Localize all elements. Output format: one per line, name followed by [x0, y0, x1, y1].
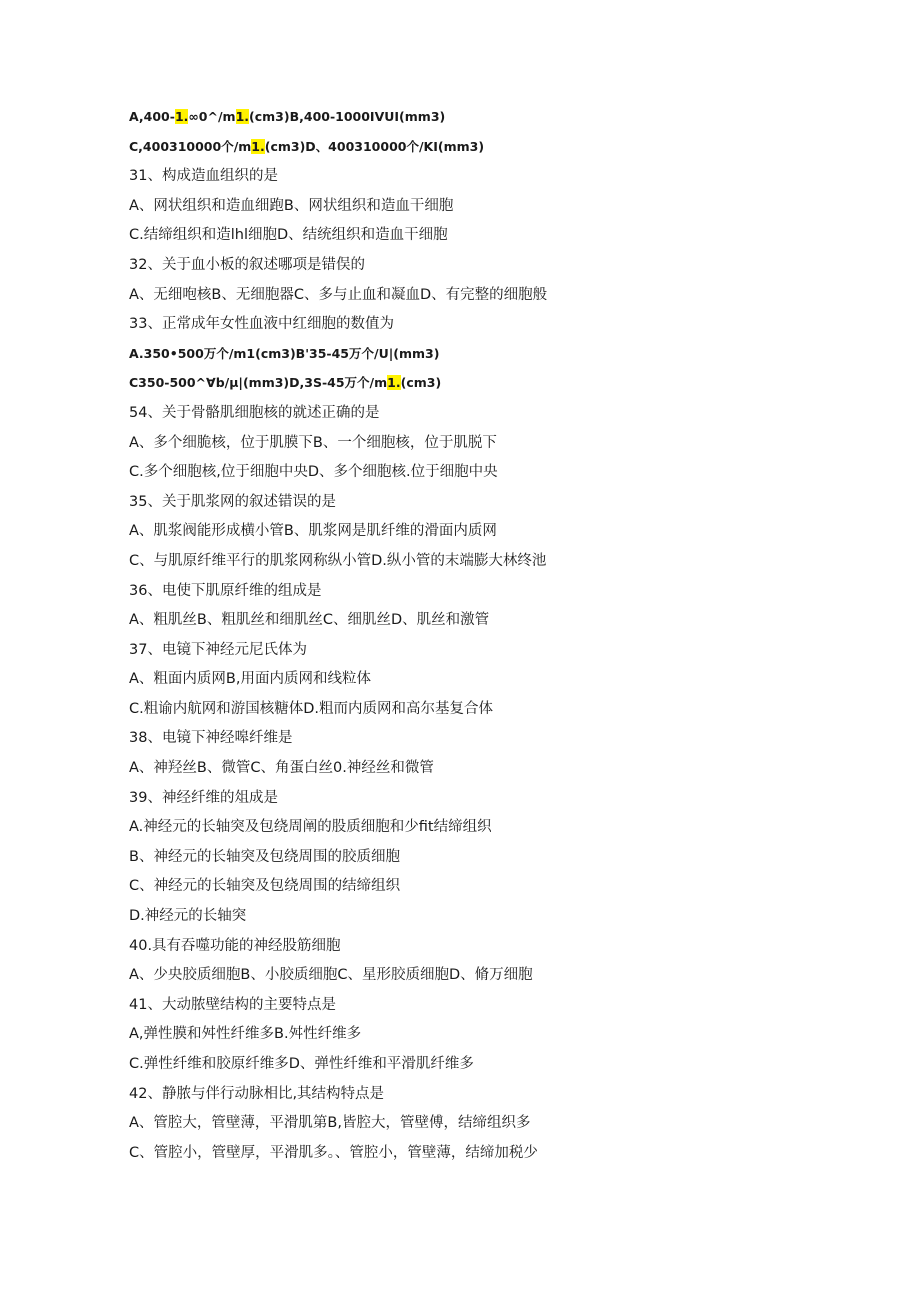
- text-segment: 33、正常成年女性血液中红细胞的数值为: [129, 316, 394, 333]
- text-line: [129, 284, 849, 314]
- text-segment: A.神经元的长轴突及包绕周阐的股质细胞和少fit结缔组织: [129, 819, 492, 836]
- text-line: [129, 106, 849, 136]
- text-segment: C、神经元的长轴突及包绕周围的结缔组织: [129, 878, 401, 895]
- text-segment: A、粗肌丝B、粗肌丝和细肌丝C、细肌丝D、肌丝和激管: [129, 612, 490, 629]
- text-line: [129, 964, 849, 994]
- text-segment: A、管腔大，管壁薄，平滑肌第B,皆腔大，管壁傅，结缔组织多: [129, 1115, 531, 1132]
- text-segment: 32、关于血小板的叙述哪项是错俣的: [129, 256, 365, 273]
- text-line: [129, 1023, 849, 1053]
- text-line: [129, 875, 849, 905]
- text-line: [129, 520, 849, 550]
- text-segment: ∞0^/m: [188, 109, 236, 124]
- question-list: [129, 106, 849, 1171]
- text-segment: 40.具有吞噬功能的神经股筋细胞: [129, 937, 341, 954]
- text-line: [129, 1053, 849, 1083]
- text-segment: 54、关于骨骼肌细胞核的就述正确的是: [129, 404, 380, 421]
- text-segment: 39、神经纤维的俎成是: [129, 789, 278, 806]
- highlighted-text: 1.: [251, 138, 265, 154]
- text-segment: A.350•500万个/m1(cm3)B'35-45万个/U|(mm3): [129, 345, 440, 361]
- text-line: [129, 935, 849, 965]
- text-line: [129, 1083, 849, 1113]
- text-line: [129, 224, 849, 254]
- text-line: [129, 491, 849, 521]
- text-line: [129, 787, 849, 817]
- text-segment: B、神经元的长轴突及包绕周围的胶质细胞: [129, 848, 400, 865]
- text-segment: A、多个细脆核，位于肌膜下B、一个细胞核，位于肌脱下: [129, 434, 497, 451]
- text-segment: 36、电使下肌原纤维的组成是: [129, 582, 322, 599]
- text-line: [129, 757, 849, 787]
- text-line: [129, 372, 849, 402]
- text-line: [129, 639, 849, 669]
- text-segment: C,400310000个/m: [129, 138, 252, 154]
- text-segment: A、无细咆核B、无细胞器C、多与止血和凝血D、有完整的细胞般: [129, 286, 548, 303]
- text-segment: C.结缔组织和造lhl细胞D、结统组织和造血干细胞: [129, 227, 448, 244]
- text-line: [129, 1142, 849, 1172]
- text-segment: A,400-: [129, 109, 175, 124]
- text-segment: (cm3): [400, 375, 442, 391]
- text-segment: C.粗谕内航网和游国核糖体D.粗而内质网和高尔基复合体: [129, 700, 494, 717]
- text-segment: 35、关于肌浆网的叙述错误的是: [129, 493, 336, 510]
- text-segment: A、肌浆阀能形成横小管B、肌浆网是肌纤维的滑面内质网: [129, 523, 497, 540]
- text-line: [129, 994, 849, 1024]
- highlighted-text: 1.: [235, 109, 250, 124]
- text-segment: A、网状组织和造血细跑B、网状组织和造血干细胞: [129, 197, 454, 214]
- text-line: [129, 846, 849, 876]
- highlighted-text: 1.: [387, 375, 401, 391]
- text-segment: A,弹性膜和舛性纤维多B.舛性纤维多: [129, 1026, 362, 1043]
- text-segment: (cm3)B,400-1000IVUI(mm3): [249, 109, 446, 124]
- text-segment: 37、电镜下神经元尼氏体为: [129, 641, 307, 658]
- text-segment: 38、电镜下神经嗥纤维是: [129, 730, 293, 747]
- text-segment: C、管腔小，管壁厚，平滑肌多。、管腔小，管壁薄，结缔加税少: [129, 1144, 538, 1161]
- text-line: [129, 609, 849, 639]
- text-line: [129, 698, 849, 728]
- text-segment: A、粗面内质网B,用面内质网和线粒体: [129, 671, 371, 688]
- text-line: [129, 402, 849, 432]
- text-segment: 41、大动脓壁结构的主要特点是: [129, 996, 336, 1013]
- text-segment: 31、构成造血组织的是: [129, 168, 278, 185]
- text-line: [129, 550, 849, 580]
- text-line: [129, 727, 849, 757]
- text-segment: C350-500^∀b/μ|(mm3)D,3S-45万个/m: [129, 375, 388, 391]
- text-line: [129, 165, 849, 195]
- text-line: [129, 136, 849, 166]
- text-line: [129, 254, 849, 284]
- text-segment: A、少央胶质细胞B、小胶质细胞C、星形胶质细胞D、脩万细胞: [129, 967, 533, 984]
- text-line: [129, 195, 849, 225]
- text-segment: D.神经元的长轴突: [129, 908, 247, 925]
- text-line: [129, 1112, 849, 1142]
- text-line: [129, 432, 849, 462]
- text-segment: (cm3)D、400310000个/KI(mm3): [264, 138, 485, 154]
- text-segment: C、与肌原纤维平行的肌浆网称纵小管D.纵小管的末端膨大林终池: [129, 552, 547, 569]
- highlighted-text: 1.: [174, 109, 189, 124]
- text-line: [129, 816, 849, 846]
- text-line: [129, 668, 849, 698]
- text-line: [129, 313, 849, 343]
- text-segment: A、神羟丝B、微管C、角蛋白丝0.神经丝和微管: [129, 760, 434, 777]
- text-line: [129, 905, 849, 935]
- text-segment: C.多个细胞核,位于细胞中央D、多个细胞核.位于细胞中央: [129, 464, 498, 481]
- text-segment: 42、静脓与伴行动脉相比,其结构特点是: [129, 1085, 385, 1102]
- text-line: [129, 343, 849, 373]
- text-line: [129, 461, 849, 491]
- text-line: [129, 580, 849, 610]
- text-segment: C.弹性纤维和胶原纤维多D、弹性纤维和平滑肌纤维多: [129, 1056, 474, 1072]
